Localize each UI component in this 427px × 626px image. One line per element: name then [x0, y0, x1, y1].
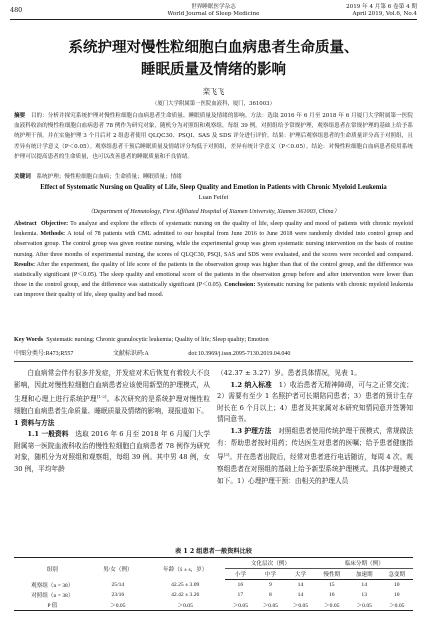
body-column-right	[217, 368, 413, 487]
inclusion-paragraph	[217, 380, 413, 426]
issue-info	[346, 4, 417, 18]
table-row	[14, 600, 413, 611]
keywords-cn-label: 关键词	[14, 174, 31, 180]
affiliation-cn: （厦门大学附属第一医院血液科，厦门，361003）	[151, 101, 275, 107]
objective-text: To analyze and explore the effects of systematic nursing on the quality of life, sleep quality and mood of patients with chronic myeloid leukemia.	[14, 221, 413, 238]
cell-edu-secondary: 8	[269, 592, 272, 598]
cell-age: ＞0.05	[145, 600, 225, 611]
affiliation-en: （Department of Hematology, First Affiliated Hospital of Xiamen University, Xiamen 361003, China）	[87, 209, 340, 215]
cell-stage-accelerated: 13	[361, 592, 368, 598]
issue-date-en: April 2019, Vol.6, No.4	[352, 11, 417, 17]
section-heading: 1 资料与方法	[14, 418, 55, 427]
subheader-secondary: 中学	[255, 569, 285, 580]
nursing-method-text: 对照组患者使用传统护理干预模式，常规做法有：帮助患者按时用药；传达医生对患者的医嘱；给予患者健康指导	[217, 426, 414, 462]
cell-edu-secondary: ＞0.05	[255, 600, 285, 611]
cell-stage-accelerated: 14	[361, 582, 368, 588]
cell-edu-primary: 16	[237, 582, 244, 588]
methods-text: A total of 78 patients with CML admitted to our hospital from June 2016 to June 2018 were randomly divided into control group and observation group. The control group was given routine nursing, while the experimental group was given systematic nursing intervention on the basis of routine nursing. After three months of experimental nursing, the scores of QLQC30, PSQI, SAS and SDS were evaluated, and the scores were recorded and compared.	[14, 231, 413, 258]
subheader-primary: 小学	[225, 569, 255, 580]
intro-text-end: 。本次研究的是系统护理对慢性粒细胞白血病患者生命质量、睡眠质量及情绪的影响，现报道如下。	[14, 395, 211, 416]
intro-paragraph	[14, 368, 210, 418]
cell-stage-chronic: ＞0.05	[316, 600, 348, 611]
keywords-en-text: Systematic nursing; Chronic granulocytic leukemia; Quality of life; Sleep quality; Emotion	[46, 337, 269, 343]
methods-label: Methods:	[40, 231, 66, 238]
title-line-1: 系统护理对慢性粒细胞白血病患者生命质量、	[68, 39, 359, 56]
cell-edu-university: ＞0.05	[285, 600, 315, 611]
abstract-en-label: Abstract	[14, 221, 37, 227]
general-data-text: 选取 2016 年 6 月至 2018 年 6 月厦门大学附属第一医院血液科收治的慢性粒细胞白血病患者 78 例作为研究对象，随机分为对照组和观察组，每组 39 例。其中男 48 例，女 30 例，平均年龄	[14, 430, 211, 473]
cell-age: 42.42 ± 3.26	[171, 592, 200, 598]
cell-stage-chronic: 16	[328, 592, 335, 598]
conclusion-label: Conclusion:	[224, 282, 256, 289]
conclusion-text: Systematic nursing for patients with chronic myeloid leukemia can improve their quality of life, sleep quality and bad mood.	[14, 282, 413, 299]
abstract-en	[14, 219, 413, 301]
keywords-en	[14, 336, 413, 346]
column-header-group: 组别	[14, 558, 91, 580]
keywords-cn	[14, 173, 413, 182]
abstract-cn-text: 目的：分析并探究系统护理对慢性粒细胞白血病患者生命质量、睡眠质量及情绪的影响。方法：选取 2016 年 6 月至 2018 年 6 月厦门大学附属第一医院血液科收治的慢性粒细胞白血病患者 78 例作为研究对象，随机分为对照组和观察组，每组 39 例。对照组给予常规护理，观察组患者在常规护理的基础上给予系统护理干预。并在实施护理 3 个月后对 2 组患者使用 QLQC30、PSQI、SAS 及 SDS 评分进行评价。结果：护理后观察组患者的生命质量评分高于对照组，且差异有统计学意义（P＜0.05）。观察组患者干预后睡眠质量及情绪评分均低于对照组，差异有统计学意义（P＜0.05）。结论：对慢性粒细胞白血病患者使用系统护理可以提高患者的生命质量，也可以改善患者的睡眠质量和不良情绪。	[14, 113, 413, 160]
cell-group: 对照组（n = 38）	[31, 593, 74, 599]
cell-sex: ＞0.05	[91, 600, 146, 611]
table-row	[14, 590, 413, 600]
continued-text: （42.37 ± 3.27）岁。患者具体情况，见表 1。	[217, 369, 361, 377]
subheader-accelerated: 加速期	[348, 569, 380, 580]
abstract-cn-label: 摘要	[14, 113, 26, 119]
table-caption: 表 1 2 组患者一般资料比较	[175, 548, 252, 555]
column-header-age: 年龄（x̄ ± s，岁）	[145, 558, 225, 580]
general-data-table	[14, 557, 413, 611]
cell-edu-primary: 17	[237, 592, 244, 598]
subsection-heading: 1.3 护理方法	[230, 426, 272, 435]
cell-sex: 23/16	[111, 592, 125, 598]
cell-sex: 25/14	[111, 581, 125, 588]
results-label: Results:	[14, 261, 35, 268]
cell-age: 42.25 ± 3.09	[171, 581, 200, 588]
doi: doi:10.3969/j.issn.2095-7130.2019.04.040	[188, 351, 291, 357]
general-data-paragraph	[14, 429, 210, 475]
cell-stage-chronic: 15	[328, 582, 335, 588]
column-header-sex: 男/女（例）	[91, 558, 146, 580]
nursing-method-text-end: 。并在患者出院后，经常对患者进行电话随访，每周 4 次。观察组患者在对照组的基础上给予新型系统护理模式。具体护理模式如下。1）心理护理干预：由相关的护理人员	[217, 453, 413, 485]
nursing-method-paragraph	[217, 426, 413, 487]
cell-edu-university: 14	[297, 582, 304, 588]
classification-line	[14, 348, 413, 357]
intro-text: 白血病常会伴有很多并发症，并发症对术后恢复有着较大不良影响，因此对慢性粒细胞白血病患者应该使用新型的护理模式，从生理和心理上进行系统护理	[14, 369, 210, 404]
subheader-university: 大学	[285, 569, 315, 580]
citation: [1-2]	[96, 394, 107, 400]
body-column-left	[14, 368, 210, 476]
clc-number: 中图分类号:R473;R557	[14, 351, 74, 357]
cell-edu-secondary: 9	[269, 582, 272, 588]
objective-label: Objective:	[41, 221, 69, 227]
section-rule	[14, 361, 413, 362]
cell-edu-primary: ＞0.05	[225, 600, 255, 611]
journal-name-en: World Journal of Sleep Medicine	[167, 11, 260, 17]
table-row	[14, 580, 413, 591]
cell-stage-accelerated: ＞0.05	[348, 600, 380, 611]
keywords-cn-text: 系统护理；慢性粒细胞白血病；生命质量；睡眠质量；情绪	[36, 174, 182, 180]
document-code: 文献标识码:A	[112, 351, 149, 357]
column-header-clinical-stage: 临床分期（例）	[316, 558, 414, 569]
journal-name-cn: 世界睡眠医学杂志	[191, 4, 236, 10]
issue-date-cn: 2019 年 4 月第 6 卷第 4 期	[346, 4, 417, 10]
column-header-education: 文化层次（例）	[225, 558, 315, 569]
subsection-heading: 1.2 纳入标准	[230, 380, 272, 389]
author-en: Luan Feifei	[198, 194, 229, 201]
cell-group: 观察组（n = 38）	[31, 582, 74, 589]
keywords-en-label: Key Words	[14, 337, 44, 343]
subheader-blast: 急变期	[380, 569, 413, 580]
subsection-heading: 1.1 一般资料	[27, 430, 69, 439]
cell-stage-blast: 10	[393, 592, 400, 598]
page-number: 480	[10, 6, 23, 14]
title-line-2: 睡眠质量及情绪的影响	[141, 61, 286, 78]
subheader-chronic: 慢性期	[316, 569, 348, 580]
abstract-cn	[14, 111, 413, 162]
citation: [3]	[223, 452, 230, 458]
header-rule	[10, 19, 417, 20]
results-text: After the experiment, the quality of life score of the patients in the observation group was higher than that of the control group, and the difference was statistically significant (P＜0.05). The sleep quality and emotional score of the patients in the observation group before and after intervention were lower than those in the control group, and the difference was statistically significant (P＜0.05).	[14, 261, 414, 289]
cell-stage-blast: 10	[393, 582, 400, 588]
cell-edu-university: 14	[297, 592, 304, 598]
article-title	[0, 37, 427, 81]
author-cn: 栾飞飞	[202, 87, 225, 96]
cell-stage-blast: ＞0.05	[380, 600, 413, 611]
cell-group: P 值	[14, 600, 91, 611]
title-en: Effect of Systematic Nursing on Quality of Life, Sleep Quality and Emotion in Patients with Chronic Myeloid Leukemia	[40, 184, 387, 191]
inclusion-text: 1）收治患者无精神障碍，可与之正常交流；2）需要有至少 1 名照护者可长期陪同患者；3）患者的预计生存时长在 6 个月以上；4）患者及其家属对本研究知情同意并签署知情同意书。	[217, 380, 413, 424]
